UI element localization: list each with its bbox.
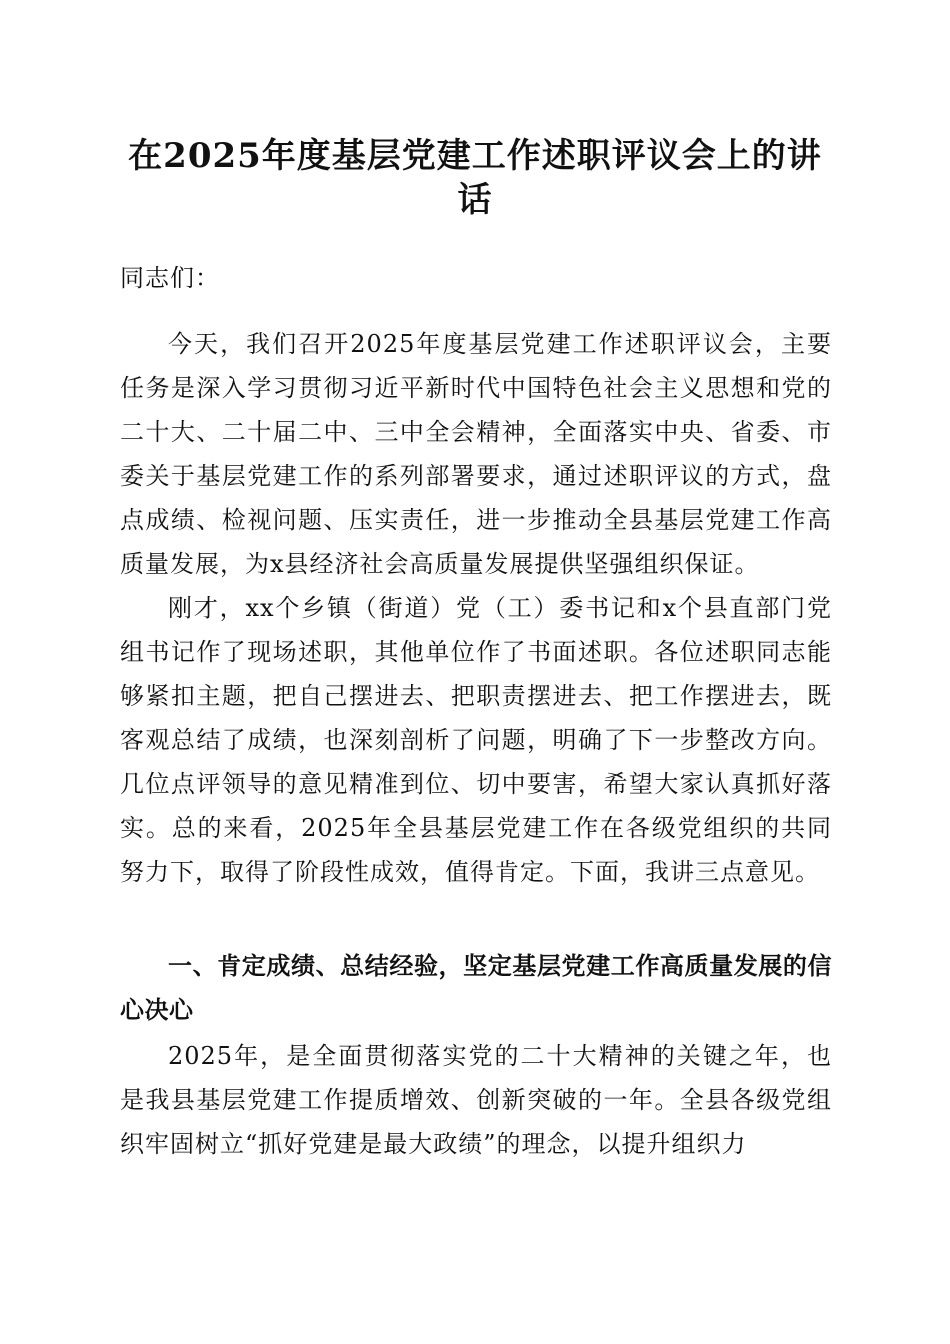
- paragraph-section-1: 2025年，是全面贯彻落实党的二十大精神的关键之年，也是我县基层党建工作提质增效、创新突破的一年。全县各级党组织牢固树立“抓好党建是最大政绩”的理念，以提升组织力: [120, 1042, 832, 1158]
- section-heading-1: 一、肯定成绩、总结经验，坚定基层党建工作高质量发展的信心决心: [120, 952, 832, 1024]
- paragraph-review: 刚才，xx个乡镇（街道）党（工）委书记和x个县直部门党组书记作了现场述职，其他单位作了书面述职。各位述职同志能够紧扣主题，把自己摆进去、把职责摆进去、把工作摆进去，既客观总结了成绩，也深刻剖析了问题，明确了下一步整改方向。几位点评领导的意见精准到位、切中要害，希望大家认真抓好落实。总的来看，2025年全县基层党建工作在各级党组织的共同努力下，取得了阶段性成效，值得肯定。下面，我讲三点意见。: [120, 594, 832, 886]
- greeting: 同志们：: [120, 264, 220, 292]
- document-title: 在2025年度基层党建工作述职评议会上的讲话: [128, 136, 822, 220]
- paragraph-intro: 今天，我们召开2025年度基层党建工作述职评议会，主要任务是深入学习贯彻习近平新时代中国特色社会主义思想和党的二十大、二十届二中、三中全会精神，全面落实中央、省委、市委关于基层党建工作的系列部署要求，通过述职评议的方式，盘点成绩、检视问题、压实责任，进一步推动全县基层党建工作高质量发展，为x县经济社会高质量发展提供坚强组织保证。: [120, 330, 832, 578]
